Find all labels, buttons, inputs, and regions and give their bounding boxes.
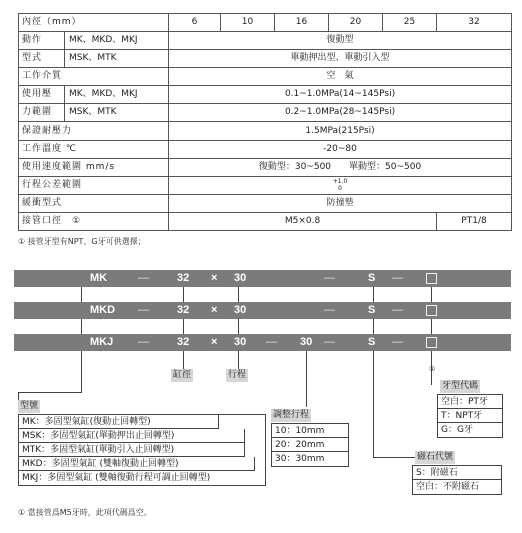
thread-code-box — [426, 337, 437, 348]
cushion-value: 防撞墊 — [169, 194, 512, 212]
stroke-tol-row — [19, 176, 512, 194]
model-code: MKJ — [90, 336, 114, 348]
connector-line — [81, 287, 82, 302]
bore-25: 25 — [383, 14, 437, 32]
action-models-1: MK、MKD、MKJ — [65, 32, 169, 50]
action-row-1 — [19, 32, 512, 50]
connector-line — [183, 319, 184, 334]
type-option: MKJ：多固型氣缸 (雙軸復動行程可調止回轉型) — [22, 473, 211, 483]
port-label: 接管口徑 ① — [19, 212, 169, 230]
pressure-value-2: 0.2~1.0MPa(28~145Psi) — [169, 104, 512, 122]
dash: — — [138, 304, 149, 316]
bore-code: 32 — [177, 304, 190, 316]
connector-line — [306, 351, 307, 407]
adjust-options-box — [271, 423, 349, 467]
model-bar-mkj — [14, 334, 511, 351]
type-options-box — [18, 414, 266, 486]
proof-row — [19, 122, 512, 140]
dash: — — [324, 272, 335, 284]
dash: — — [324, 336, 335, 348]
connector-line — [238, 287, 239, 302]
medium-row — [19, 68, 512, 86]
type-option: MK：多固型氣缸(復動止回轉型) — [19, 415, 219, 429]
temp-row — [19, 140, 512, 158]
dash: — — [138, 336, 149, 348]
type-option: MKD：多固型氣缸 (雙軸復動止回轉型) — [19, 457, 255, 471]
model-code: MK — [90, 272, 108, 284]
stroke-code: 30 — [234, 304, 247, 316]
stroke-tol-upper: +1.0 — [332, 178, 348, 186]
magnet-code: S — [368, 336, 376, 348]
dash: — — [324, 304, 335, 316]
dash: — — [138, 272, 149, 284]
dash: — — [392, 304, 403, 316]
bore-16: 16 — [275, 14, 329, 32]
connector-line — [238, 319, 239, 334]
connector-line — [81, 351, 82, 392]
bore-code: 32 — [177, 272, 190, 284]
times-sign: × — [211, 304, 218, 316]
spec-table — [18, 13, 512, 231]
port-value-32: PT1/8 — [437, 212, 512, 230]
pressure-models-1: MK、MKD、MKJ — [65, 86, 169, 104]
action-label: 動作 — [19, 32, 65, 50]
pressure-label-2: 力範圍 — [19, 104, 65, 122]
model-bar-mk — [14, 270, 511, 287]
model-bar-mkd — [14, 302, 511, 319]
temp-value: -20~80 — [169, 140, 512, 158]
thread-footnote-mark: ① — [429, 365, 436, 373]
connector-line — [183, 351, 184, 369]
bore-32: 32 — [437, 14, 512, 32]
action-label-2: 型式 — [19, 50, 65, 68]
type-option: MSK：多固型氣缸(單動押出止回轉型) — [19, 429, 245, 443]
action-value-1: 復動型 — [169, 32, 512, 50]
stroke-code: 30 — [234, 336, 247, 348]
bore-code: 32 — [177, 336, 190, 348]
thread-option: 空白：PT牙 — [438, 395, 502, 409]
cushion-row — [19, 194, 512, 212]
model-code: MKD — [90, 304, 116, 316]
thread-option: T：NPT牙 — [438, 409, 502, 423]
speed-label: 使用速度範圍 mm/s — [19, 158, 169, 176]
stroke-label: 行程 — [228, 370, 247, 380]
temp-label: 工作溫度 ℃ — [19, 140, 169, 158]
speed-value: 復動型：30~500 單動型：50~500 — [169, 158, 512, 176]
adjust-code: 30 — [300, 336, 313, 348]
magnet-options-box — [412, 465, 502, 495]
magnet-code: S — [368, 304, 376, 316]
connector-line — [431, 319, 432, 334]
action-models-2: MSK、MTK — [65, 50, 169, 68]
connector-line — [373, 351, 374, 457]
thread-option: G：G牙 — [441, 425, 473, 435]
port-row — [19, 212, 512, 230]
proof-value: 1.5MPa(215Psi) — [169, 122, 512, 140]
adjust-option: 10：10mm — [272, 424, 348, 438]
spec-header-row — [19, 14, 512, 32]
adjust-option: 20：20mm — [272, 438, 348, 452]
magnet-title: 磁石代號 — [417, 452, 454, 462]
pressure-row-1 — [19, 86, 512, 104]
stroke-tol-label: 行程公差範圍 — [19, 176, 169, 194]
connector-line — [373, 457, 415, 458]
bore-label: 缸徑 — [173, 370, 192, 380]
magnet-option: S：附磁石 — [413, 466, 501, 480]
connector-line — [431, 287, 432, 302]
type-option: MTK：多固型氣缸(單動引入止回轉型) — [19, 443, 245, 457]
pressure-models-2: MSK、MTK — [65, 104, 169, 122]
pressure-label: 使用壓 — [19, 86, 65, 104]
adjust-title: 調整行程 — [273, 410, 310, 420]
cushion-label: 緩衝型式 — [19, 194, 169, 212]
magnet-code: S — [368, 272, 376, 284]
connector-line — [373, 319, 374, 334]
medium-label: 工作介質 — [19, 68, 169, 86]
times-sign: × — [211, 272, 218, 284]
proof-label: 保證耐壓力 — [19, 122, 169, 140]
thread-note: ① 接管牙型有NPT、G牙可供選擇； — [18, 237, 146, 246]
bore-20: 20 — [329, 14, 383, 32]
thread-code-box — [426, 305, 437, 316]
dash: — — [392, 336, 403, 348]
adjust-option: 30：30mm — [275, 454, 325, 464]
connector-line — [373, 287, 374, 302]
bore-10: 10 — [221, 14, 275, 32]
bore-6: 6 — [169, 14, 221, 32]
type-title: 型號 — [20, 401, 39, 411]
speed-row — [19, 158, 512, 176]
stroke-code: 30 — [234, 272, 247, 284]
magnet-option: 空白：不附磁石 — [416, 482, 480, 492]
times-sign: × — [211, 336, 218, 348]
connector-line — [183, 287, 184, 302]
thread-code-box — [426, 273, 437, 284]
pressure-row-2 — [19, 104, 512, 122]
action-row-2 — [19, 50, 512, 68]
thread-code-title: 牙型代碼 — [442, 381, 479, 391]
connector-line — [81, 319, 82, 334]
bore-header-label: 內徑（mm） — [19, 14, 169, 32]
thread-options-box — [437, 394, 503, 438]
dash: — — [392, 272, 403, 284]
dash: — — [266, 336, 277, 348]
stroke-tol-lower: 0 — [338, 185, 342, 193]
port-value-main: M5×0.8 — [169, 212, 437, 230]
stroke-tol-value — [169, 176, 512, 194]
action-value-2: 單動押出型、單動引入型 — [169, 50, 512, 68]
connector-line — [18, 392, 82, 393]
medium-value: 空 氣 — [169, 68, 512, 86]
port-note: ① 當接管爲M5牙時，此項代碼爲空。 — [18, 508, 152, 517]
connector-line — [238, 351, 239, 369]
pressure-value-1: 0.1~1.0MPa(14~145Psi) — [169, 86, 512, 104]
